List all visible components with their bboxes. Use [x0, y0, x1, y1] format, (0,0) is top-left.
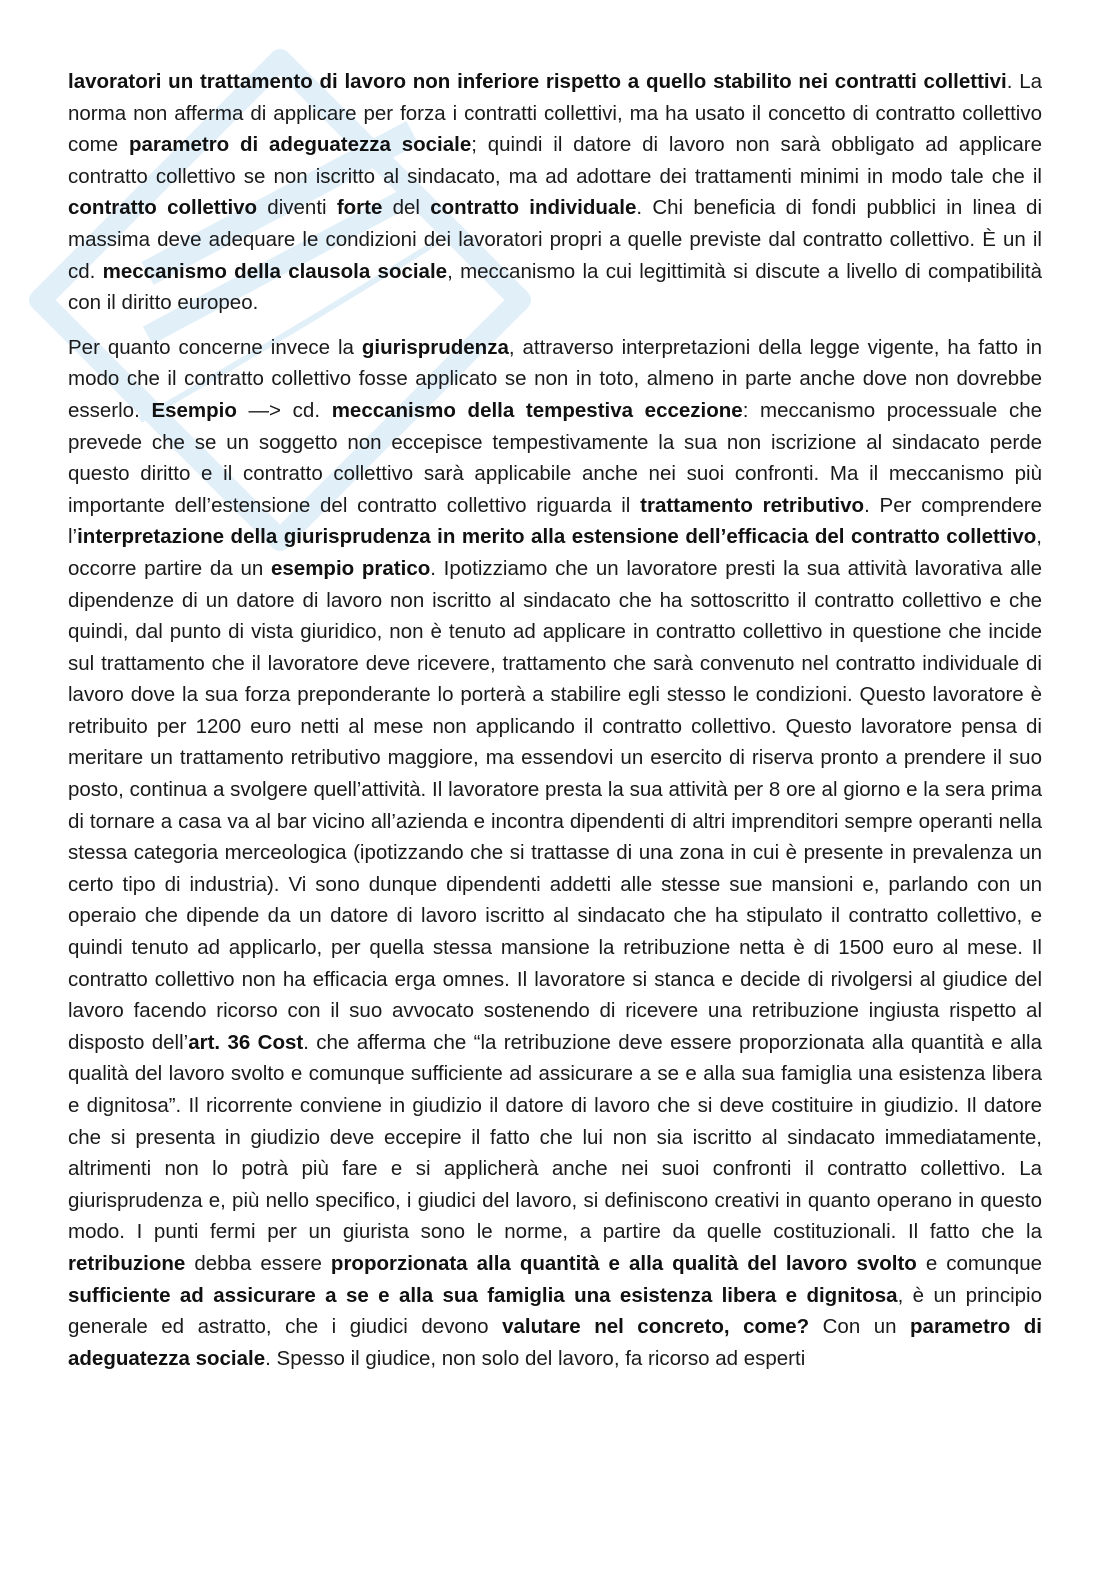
text-run: , occorre partire da un: [68, 525, 1042, 580]
text-run: , meccanismo la cui legittimità si discute a livello di compatibilità con il diritto europeo.: [68, 259, 1042, 315]
bold-text: forte: [336, 196, 383, 220]
paragraph-2: [68, 332, 1042, 1375]
bold-text: esempio pratico: [271, 556, 431, 580]
paragraph-1: [68, 66, 1042, 319]
document-body: [68, 66, 1042, 1374]
bold-text: retribuzione: [68, 1251, 186, 1275]
text-run: . Chi beneficia di fondi pubblici in linea di massima deve adequare le condizioni dei lavoratori propri a quelle previste dal contratto collettivo. È un il cd.: [68, 196, 1043, 283]
bold-text: meccanismo della clausola sociale: [102, 259, 448, 283]
bold-text: parametro di adeguatezza sociale: [128, 133, 472, 157]
text-run: Con un: [809, 1315, 911, 1339]
text-run: . Ipotizziamo che un lavoratore presti la sua attività lavorativa alle dipendenze di un datore di lavoro non iscritto al sindacato che ha sottoscritto il contratto collettivo e che quindi, dal punto di vista giuridico, non è tenuto ad applicare in contratto collettivo in questione che incide sul trattamento che il lavoratore deve ricevere, trattamento che sarà convenuto nel contratto individuale di lavoro dove la sua forza preponderante lo porterà a stabilire egli stesso le condizioni. Questo lavoratore è retribuito per 1200 euro netti al mese non applicando il contratto collettivo. Questo lavoratore pensa di meritare un trattamento retributivo maggiore, ma essendovi un esercito di riserva pronto a prendere il suo posto, continua a svolgere quell’attività. Il lavoratore presta la sua attività per 8 ore al giorno e la sera prima di tornare a casa va al bar vicino all’azienda e incontra dipendenti di altri imprenditori sempre operanti nella stessa categoria merceologica (ipotizzando che si trattasse di una zona in cui è presente in prevalenza un certo tipo di industria). Vi sono dunque dipendenti addetti alle stesse sue mansioni e, parlando con un operaio che dipende da un datore di lavoro iscritto al sindacato che ha stipulato il contratto collettivo, e quindi tenuto ad applicarlo, per quella stessa mansione la retribuzione netta è di 1500 euro al mese. Il contratto collettivo non ha efficacia erga omnes. Il lavoratore si stanca e decide di rivolgersi al giudice del lavoro facendo ricorso con il suo avvocato sostenendo di ricevere una retribuzione ingiusta rispetto al disposto dell’: [68, 556, 1042, 1054]
text-run: . La norma non afferma di applicare per forza i contratti collettivi, ma ha usato il concetto di contratto collettivo come: [68, 70, 1042, 157]
bold-text: meccanismo della tempestiva eccezione: [331, 398, 743, 422]
bold-text: proporzionata alla quantità e alla qualità del lavoro svolto: [330, 1251, 917, 1275]
text-run: Per quanto concerne invece la: [68, 335, 362, 359]
bold-text: Esempio: [151, 398, 237, 422]
bold-text: trattamento retributivo: [640, 493, 865, 517]
bold-text: giurisprudenza: [361, 335, 509, 359]
text-run: . che afferma che “la retribuzione deve essere proporzionata alla quantità e alla qualità del lavoro svolto e comunque sufficiente ad assicurare a se e alla sua famiglia una esistenza libera e dignitosa”. Il ricorrente conviene in giudizio il datore di lavoro che si deve costituire in giudizio. Il datore che si presenta in giudizio deve eccepire il fatto che lui non sia iscritto al sindacato immediatamente, altrimenti non lo potrà più fare e si applicherà anche nei suoi confronti il contratto collettivo. La giurisprudenza e, più nello specifico, i giudici del lavoro, si definiscono creativi in quanto operano in questo modo. I punti fermi per un giurista sono le norme, a partire da quelle costituzionali. Il fatto che la: [68, 1030, 1042, 1244]
bold-text: art. 36 Cost: [188, 1030, 304, 1054]
text-run: —> cd.: [236, 398, 332, 422]
text-run: diventi: [257, 196, 337, 220]
text-run: debba essere: [185, 1251, 331, 1275]
bold-text: contratto collettivo: [68, 196, 258, 220]
bold-text: valutare nel concreto, come?: [502, 1315, 810, 1339]
text-run: : meccanismo processuale che prevede che se un soggetto non eccepisce tempestivamente la sua non iscrizione al sindacato perde questo diritto e il contratto collettivo sarà applicabile anche nei suoi confronti. Ma il meccanismo più importante dell’estensione del contratto collettivo riguarda il: [68, 398, 1043, 517]
text-run: e comunque: [916, 1251, 1043, 1275]
text-run: ; quindi il datore di lavoro non sarà obbligato ad applicare contratto collettivo se non iscritto al sindacato, ma ad adottare dei trattamenti minimi in modo tale che il: [68, 133, 1042, 188]
bold-text: lavoratori un trattamento di lavoro non inferiore rispetto a quello stabilito nei contratti collettivi: [68, 70, 1007, 93]
bold-text: parametro di adeguatezza sociale: [68, 1315, 1042, 1370]
bold-text: sufficiente ad assicurare a se e alla sua famiglia una esistenza libera e dignitosa: [68, 1283, 898, 1307]
text-run: . Per comprendere l’: [68, 493, 1043, 549]
text-run: del: [382, 196, 431, 220]
bold-text: contratto individuale: [430, 196, 637, 220]
text-run: , attraverso interpretazioni della legge vigente, ha fatto in modo che il contratto collettivo fosse applicato se non in toto, almeno in parte anche dove non dovrebbe esserlo.: [68, 335, 1042, 422]
text-run: , è un principio generale ed astratto, che i giudici devono: [68, 1283, 1042, 1339]
text-run: . Spesso il giudice, non solo del lavoro, fa ricorso ad esperti: [265, 1346, 806, 1370]
bold-text: interpretazione della giurisprudenza in merito alla estensione dell’efficacia del contratto collettivo: [77, 525, 1037, 549]
